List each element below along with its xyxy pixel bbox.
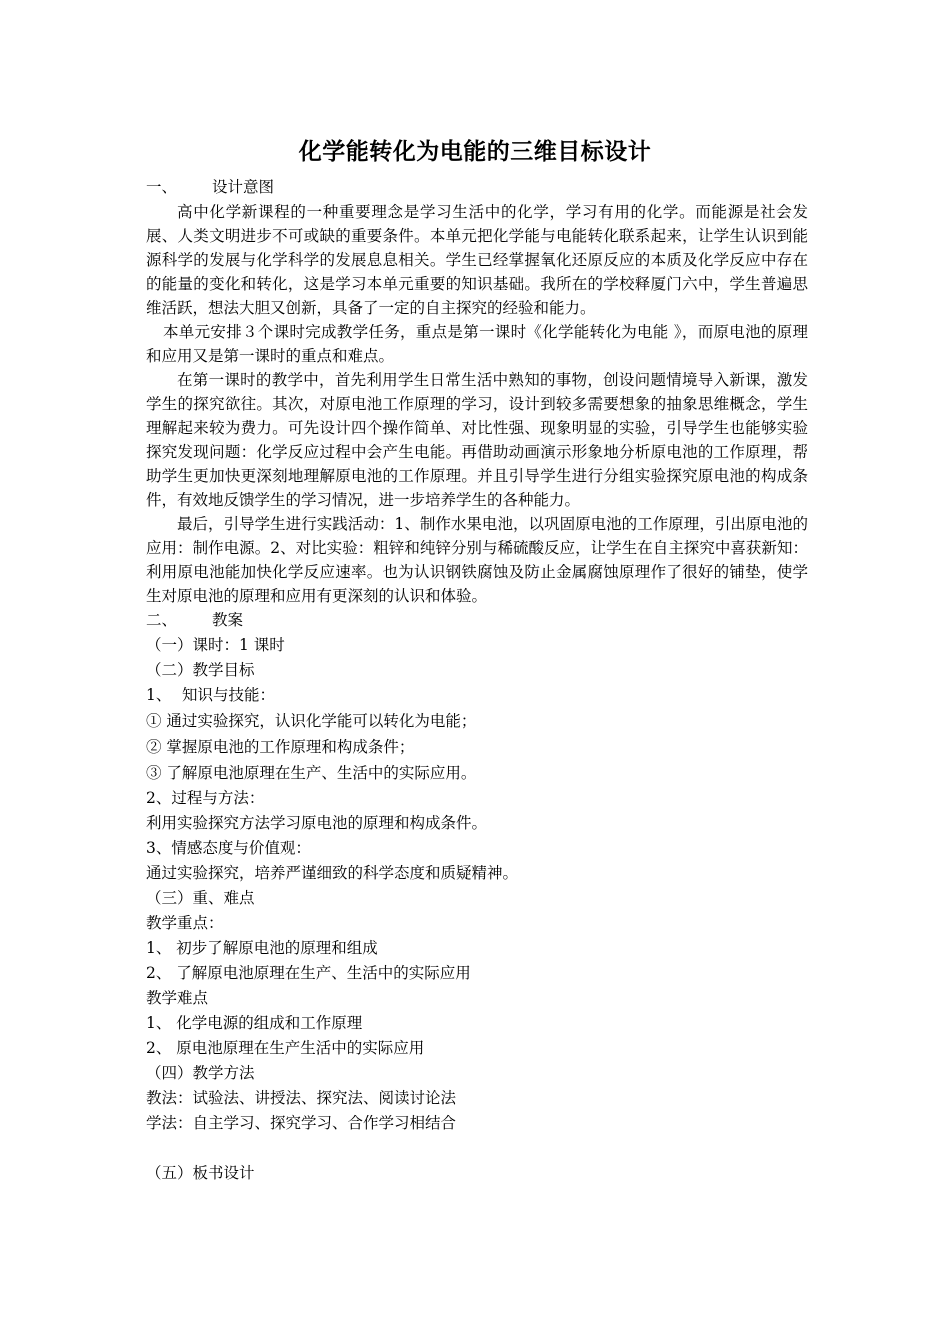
section-1-title: 设计意图 <box>212 178 275 196</box>
teaching-method-heading: （四）教学方法 <box>146 1064 255 1082</box>
key-points-heading: （三）重、难点 <box>146 889 255 907</box>
teaching-method-text: 教法：试验法、讲授法、探究法、阅读讨论法 <box>146 1089 457 1107</box>
process-method-text: 利用实验探究方法学习原电池的原理和构成条件。 <box>146 814 488 832</box>
emotion-values-heading: 3、情感态度与价值观： <box>146 839 311 857</box>
intent-paragraph-4: 最后，引导学生进行实践活动：1、制作水果电池，以巩固原电池的工作原理，引出原电池的应用：制作电源。2、对比实验：粗锌和纯锌分别与稀硫酸反应，让学生在自主探究中喜获新知：利用原电池能加快化学反应速率。也为认识钢铁腐蚀及防止金属腐蚀原理作了很好的铺垫，使学生对原电池的原理和应用有更深刻的认识和体验。 <box>146 515 808 605</box>
blank-line <box>146 1136 808 1161</box>
emotion-values-text: 通过实验探究，培养严谨细致的科学态度和质疑精神。 <box>146 864 519 882</box>
knowledge-item-1: ① 通过实验探究，认识化学能可以转化为电能； <box>146 712 477 730</box>
document-title: 化学能转化为电能的三维目标设计 <box>298 139 652 165</box>
key-point-item-2: 2、 了解原电池原理在生产、生活中的实际应用 <box>146 964 471 982</box>
class-hours: （一）课时：1 课时 <box>146 636 285 654</box>
knowledge-item-3: ③ 了解原电池原理在生产、生活中的实际应用。 <box>146 764 477 782</box>
intent-paragraph-1: 高中化学新课程的一种重要理念是学习生活中的化学，学习有用的化学。而能源是社会发展、人类文明进步不可或缺的重要条件。本单元把化学能与电能转化联系起来，让学生认识到能源科学的发展与化学科学的发展息息相关。学生已经掌握氧化还原反应的本质及化学反应中存在的能量的变化和转化，这是学习本单元重要的知识基础。我所在的学校释厦门六中，学生普遍思维活跃，想法大胆又创新，具备了一定的自主探究的经验和能力。 <box>146 203 808 317</box>
knowledge-skills-heading <box>146 683 808 708</box>
knowledge-label: 知识与技能： <box>182 686 276 704</box>
knowledge-item-2: ② 掌握原电池的工作原理和构成条件； <box>146 738 415 756</box>
knowledge-number: 1、 <box>146 686 172 704</box>
key-point-item-1: 1、 初步了解原电池的原理和组成 <box>146 939 378 957</box>
intent-paragraph-2: 本单元安排３个课时完成教学任务，重点是第一课时《化学能转化为电能 》，而原电池的原理和应用又是第一课时的重点和难点。 <box>146 323 808 365</box>
section-1-number: 一、 <box>146 178 178 196</box>
teaching-goals-heading: （二）教学目标 <box>146 661 255 679</box>
intent-paragraph-3: 在第一课时的教学中，首先利用学生日常生活中熟知的事物，创设问题情境导入新课，激发学生的探究欲往。其次，对原电池工作原理的学习，设计到较多需要想象的抽象思维概念，学生理解起来较为费力。可先设计四个操作简单、对比性强、现象明显的实验，引导学生也能够实验探究发现问题：化学反应过程中会产生电能。再借助动画演示形象地分析原电池的工作原理，帮助学生更加快更深刻地理解原电池的工作原理。并且引导学生进行分组实验探究原电池的构成条件，有效地反馈学生的学习情况，进一步培养学生的各种能力。 <box>146 371 808 509</box>
learning-method-text: 学法：自主学习、探究学习、合作学习相结合 <box>146 1114 457 1132</box>
difficulty-item-1: 1、 化学电源的组成和工作原理 <box>146 1014 363 1032</box>
section-2-number: 二、 <box>146 611 178 629</box>
process-method-heading: 2、过程与方法： <box>146 789 265 807</box>
document-body <box>146 175 808 1186</box>
section-2-title: 教案 <box>212 611 244 629</box>
key-points-label: 教学重点： <box>146 914 224 932</box>
board-design-heading: （五）板书设计 <box>146 1164 255 1182</box>
difficulty-label: 教学难点 <box>146 989 209 1007</box>
section-1-heading <box>146 175 808 200</box>
section-2-heading <box>146 608 808 633</box>
difficulty-item-2: 2、 原电池原理在生产生活中的实际应用 <box>146 1039 425 1057</box>
